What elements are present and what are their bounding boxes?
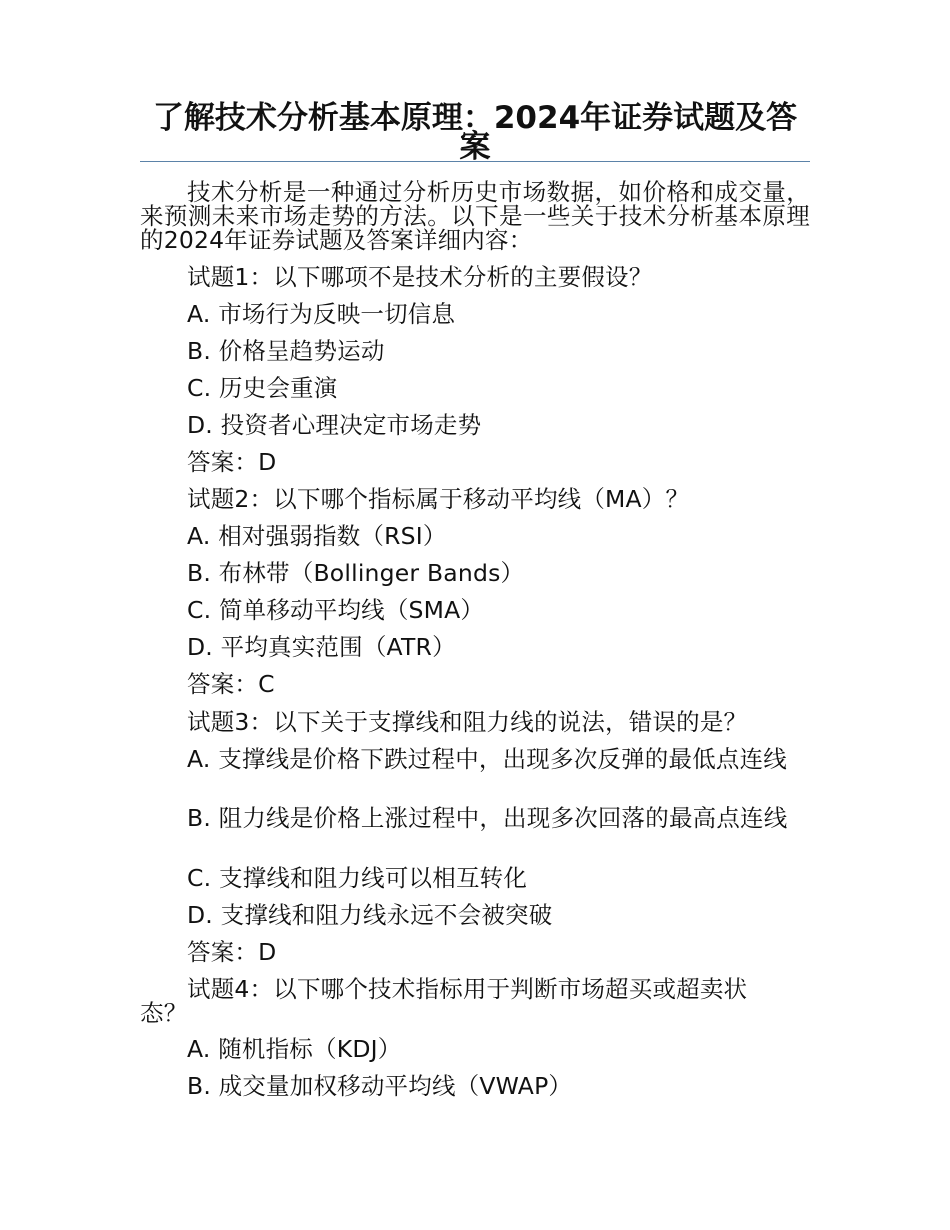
question-2-option-d: D. 平均真实范围（ATR） bbox=[187, 633, 456, 661]
question-4-text: 试题4：以下哪个技术指标用于判断市场超买或超卖状态？ bbox=[140, 975, 748, 1027]
question-4-option-a: A. 随机指标（KDJ） bbox=[187, 1035, 402, 1063]
question-1-answer: 答案：D bbox=[187, 448, 277, 476]
question-2-option-a: A. 相对强弱指数（RSI） bbox=[187, 522, 447, 550]
question-2-option-b: B. 布林带（Bollinger Bands） bbox=[187, 559, 525, 587]
question-3-option-d: D. 支撑线和阻力线永远不会被突破 bbox=[187, 901, 553, 929]
question-3-text: 试题3：以下关于支撑线和阻力线的说法，错误的是？ bbox=[187, 708, 748, 736]
question-1-option-d: D. 投资者心理决定市场走势 bbox=[187, 411, 482, 439]
title-underline bbox=[140, 161, 810, 162]
question-3-option-a: A. 支撑线是价格下跌过程中，出现多次反弹的最低点连线 bbox=[187, 745, 788, 773]
intro-paragraph: 技术分析是一种通过分析历史市场数据，如价格和成交量，来预测未来市场走势的方法。以下是一些关于技术分析基本原理的2024年证券试题及答案详细内容： bbox=[140, 178, 810, 254]
question-4-option-b: B. 成交量加权移动平均线（VWAP） bbox=[187, 1072, 573, 1100]
question-3-answer: 答案：D bbox=[187, 938, 277, 966]
question-3-option-b: B. 阻力线是价格上涨过程中，出现多次回落的最高点连线 bbox=[187, 804, 788, 832]
question-1-option-a: A. 市场行为反映一切信息 bbox=[187, 300, 456, 328]
question-1-option-c: C. 历史会重演 bbox=[187, 374, 338, 402]
question-1-text: 试题1：以下哪项不是技术分析的主要假设？ bbox=[187, 263, 653, 291]
question-2-answer: 答案：C bbox=[187, 670, 275, 698]
document-title: 了解技术分析基本原理：2024年证券试题及答案 bbox=[152, 100, 798, 165]
question-1-option-b: B. 价格呈趋势运动 bbox=[187, 337, 385, 365]
question-2-text: 试题2：以下哪个指标属于移动平均线（MA）？ bbox=[187, 485, 690, 513]
question-3-option-c: C. 支撑线和阻力线可以相互转化 bbox=[187, 864, 528, 892]
question-2-option-c: C. 简单移动平均线（SMA） bbox=[187, 596, 485, 624]
